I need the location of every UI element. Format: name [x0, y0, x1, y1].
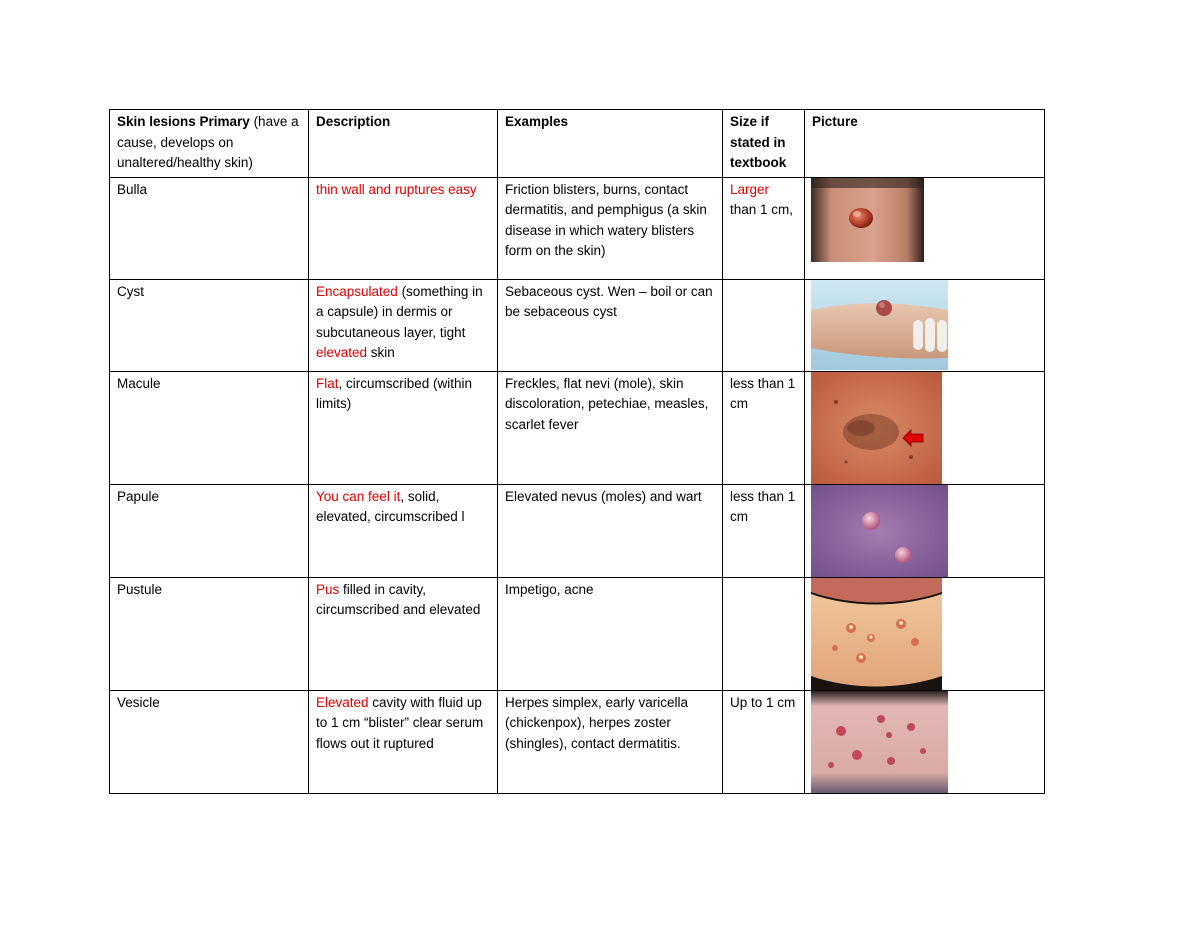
description-text: , circumscribed (within limits): [316, 375, 473, 411]
lesion-examples: Elevated nevus (moles) and wart: [498, 484, 723, 577]
lesion-examples: Herpes simplex, early varicella (chickenpox), herpes zoster (shingles), contact dermatitis.: [498, 690, 723, 793]
lesion-examples: Sebaceous cyst. Wen – boil or can be sebaceous cyst: [498, 279, 723, 371]
papule-photo: [811, 485, 948, 577]
description-text: filled in cavity, circumscribed and elevated: [316, 581, 481, 617]
lesion-description: [309, 177, 498, 279]
lesion-description: [309, 371, 498, 484]
lesion-size: less than 1 cm: [723, 371, 805, 484]
table-row-vesicle: [110, 690, 1045, 793]
vesicle-photo: [811, 691, 948, 793]
lesion-size: less than 1 cm: [723, 484, 805, 577]
description-text: (something in a capsule) in dermis or subcutaneous layer, tight: [316, 283, 483, 340]
lesion-size: [723, 577, 805, 690]
description-highlight: Encapsulated: [316, 283, 398, 299]
description-highlight: You can feel it: [316, 488, 401, 504]
bulla-photo: [811, 178, 924, 262]
cyst-photo: [811, 280, 948, 370]
size-text: than 1 cm,: [730, 202, 794, 217]
header-size: Size if stated in textbook: [723, 110, 805, 178]
table-row-papule: [110, 484, 1045, 577]
skin-lesions-table: [109, 109, 1045, 794]
lesion-size: [723, 177, 805, 279]
lesion-description: [309, 690, 498, 793]
lesion-description: [309, 484, 498, 577]
header-description: Description: [309, 110, 498, 178]
table-row-pustule: [110, 577, 1045, 690]
macule-photo: [811, 372, 942, 484]
pustule-photo: [811, 578, 942, 690]
size-highlight: Larger: [730, 181, 770, 197]
lesion-picture-cell: [805, 279, 1045, 371]
header-examples: Examples: [498, 110, 723, 178]
header-row: [110, 110, 1045, 178]
lesion-picture-cell: [805, 484, 1045, 577]
lesion-name: Pustule: [110, 577, 309, 690]
description-highlight: Elevated: [316, 694, 369, 710]
description-highlight: Flat: [316, 375, 339, 391]
lesion-description: [309, 279, 498, 371]
header-lesion-type-bold: Skin lesions Primary: [117, 114, 250, 129]
lesion-name: Papule: [110, 484, 309, 577]
table-row-cyst: [110, 279, 1045, 371]
lesion-picture-cell: [805, 177, 1045, 279]
lesion-description: [309, 577, 498, 690]
lesion-name: Bulla: [110, 177, 309, 279]
lesion-name: Macule: [110, 371, 309, 484]
table-row-bulla: [110, 177, 1045, 279]
description-highlight-2: elevated: [316, 345, 368, 360]
lesion-size: Up to 1 cm: [723, 690, 805, 793]
header-lesion-type: [110, 110, 309, 178]
lesion-name: Cyst: [110, 279, 309, 371]
header-picture: Picture: [805, 110, 1045, 178]
description-text-end: skin: [367, 345, 395, 360]
description-highlight: Pus: [316, 581, 340, 597]
header-lesion-type-note: (have a cause, develops on unaltered/healthy skin): [117, 114, 299, 170]
lesion-examples: Impetigo, acne: [498, 577, 723, 690]
description-highlight: thin wall and ruptures easy: [316, 181, 477, 197]
description-text: , solid, elevated, circumscribed l: [316, 488, 465, 524]
description-text: cavity with fluid up to 1 cm “blister” clear serum flows out it ruptured: [316, 694, 484, 751]
lesion-picture-cell: [805, 690, 1045, 793]
table-row-macule: [110, 371, 1045, 484]
lesion-size: [723, 279, 805, 371]
lesion-picture-cell: [805, 577, 1045, 690]
lesion-examples: Freckles, flat nevi (mole), skin discoloration, petechiae, measles, scarlet fever: [498, 371, 723, 484]
lesion-name: Vesicle: [110, 690, 309, 793]
lesion-picture-cell: [805, 371, 1045, 484]
lesion-examples: Friction blisters, burns, contact dermatitis, and pemphigus (a skin disease in which watery blisters form on the skin): [498, 177, 723, 279]
